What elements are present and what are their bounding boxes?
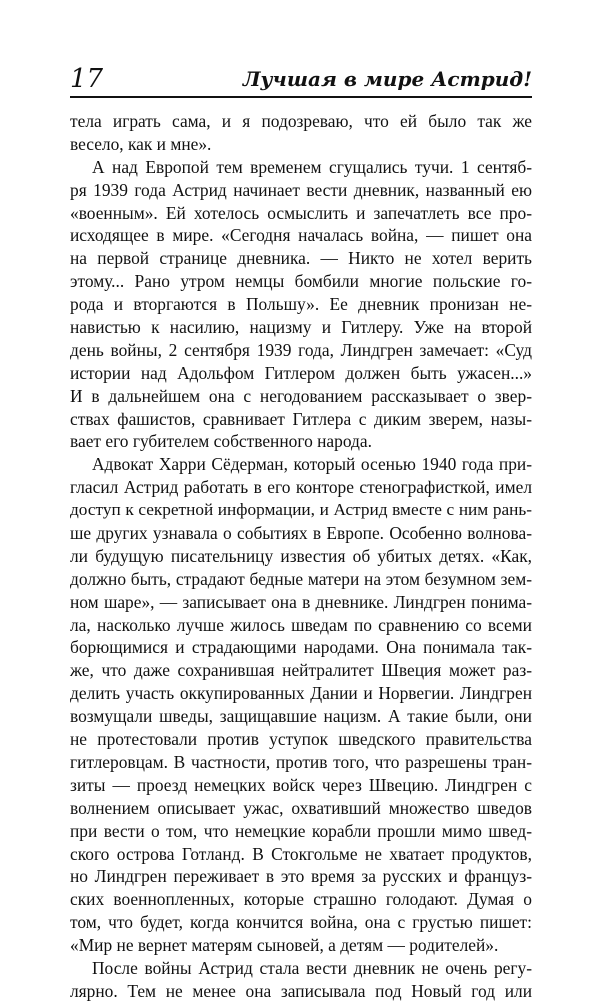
text-line: «Мир не вернет матерям сыновей, а детям — родителей». <box>70 935 499 956</box>
text-line: ла, насколько лучше жилось шведам по сравнению со всеми <box>70 614 532 635</box>
text-line: но Линдгрен переживает в это время за русских и француз- <box>70 866 532 887</box>
text-line: же, что даже сохранившая нейтралитет Швеция может раз- <box>70 660 532 681</box>
text-line: борющимися и страдающими народами. Она понимала так- <box>70 637 532 658</box>
text-line: исходящее в мире. «Сегодня началась война, — пишет она <box>70 225 532 246</box>
text-line: ря 1939 года Астрид начинает вести дневник, названный ею <box>70 179 532 200</box>
page-header <box>70 64 532 98</box>
text-line: этому... Рано утром немцы бомбили многие польские го- <box>70 271 532 292</box>
text-line: делить участь оккупированных Дании и Норвегии. Линдгрен <box>70 683 532 704</box>
text-line: После войны Астрид стала вести дневник не очень регу- <box>92 957 532 978</box>
text-line: возмущали шведы, защищавшие нацизм. А такие были, они <box>70 706 532 727</box>
text-line: день войны, 2 сентября 1939 года, Линдгрен замечает: «Суд <box>70 339 532 360</box>
text-line: весело, как и мне». <box>70 133 212 154</box>
text-line: на первой странице дневника. — Никто не хотел верить <box>70 248 532 269</box>
text-line: ше других узнавала о событиях в Европе. Особенно волнова- <box>70 523 532 544</box>
text-line: ли будущую писательницу известия об убитых детях. «Как, <box>70 545 532 566</box>
text-line: должно быть, страдают бедные матери на этом безумном зем- <box>70 568 532 589</box>
text-line: волнением описывает ужас, охвативший множество шведов <box>70 797 532 818</box>
text-line: доступ к секретной информации, и Астрид вместе с ним рань- <box>70 500 532 520</box>
text-line: навистью к насилию, нацизму и Гитлеру. Уже на второй <box>70 317 532 338</box>
text-line: Адвокат Харри Сёдерман, который осенью 1940 года при- <box>92 454 532 475</box>
header-rule <box>70 96 532 98</box>
text-line: ских военнопленных, которые страшно голодают. Думая о <box>70 889 532 910</box>
text-line: вает его губителем собственного народа. <box>70 431 372 452</box>
text-line: зиты — проезд немецких войск через Швецию. Линдгрен с <box>70 774 532 795</box>
text-line: гласил Астрид работать в его конторе стенографисткой, имел <box>70 477 532 498</box>
text-line: И в дальнейшем она с негодованием рассказывает о звер- <box>70 385 532 406</box>
text-line: А над Европой тем временем сгущались тучи. 1 сентяб- <box>92 156 532 177</box>
text-line: ном шаре», — записывает она в дневнике. Линдгрен понима- <box>70 591 532 612</box>
text-line: не протестовали против уступок шведского правительства <box>70 729 532 750</box>
text-line: истории над Адольфом Гитлером должен быть ужасен...» <box>70 362 532 383</box>
text-line: гитлеровцам. В частности, против того, что разрешены тран- <box>70 751 532 772</box>
text-line: «военным». Ей хотелось осмыслить и запечатлеть все про- <box>70 202 532 223</box>
text-line: ствах фашистов, сравнивает Гитлера с диким зверем, назы- <box>70 408 532 429</box>
body-text <box>70 110 532 1003</box>
page-number: 17 <box>70 64 104 94</box>
text-line: при вести о том, что немецкие корабли прошли мимо швед- <box>70 820 532 841</box>
running-title: Лучшая в мире Астрид! <box>242 67 532 91</box>
text-line: ского острова Готланд. В Стокгольме не хватает продуктов, <box>70 843 532 864</box>
text-line: лярно. Тем не менее она записывала под Новый год или <box>70 980 532 1001</box>
text-line: тела играть сама, и я подозреваю, что ей было так же <box>70 111 532 131</box>
text-line: том, что будет, когда кончится война, она с грустью пишет: <box>70 912 532 933</box>
text-line: рода и вторгаются в Польшу». Ее дневник пронизан не- <box>70 294 532 315</box>
